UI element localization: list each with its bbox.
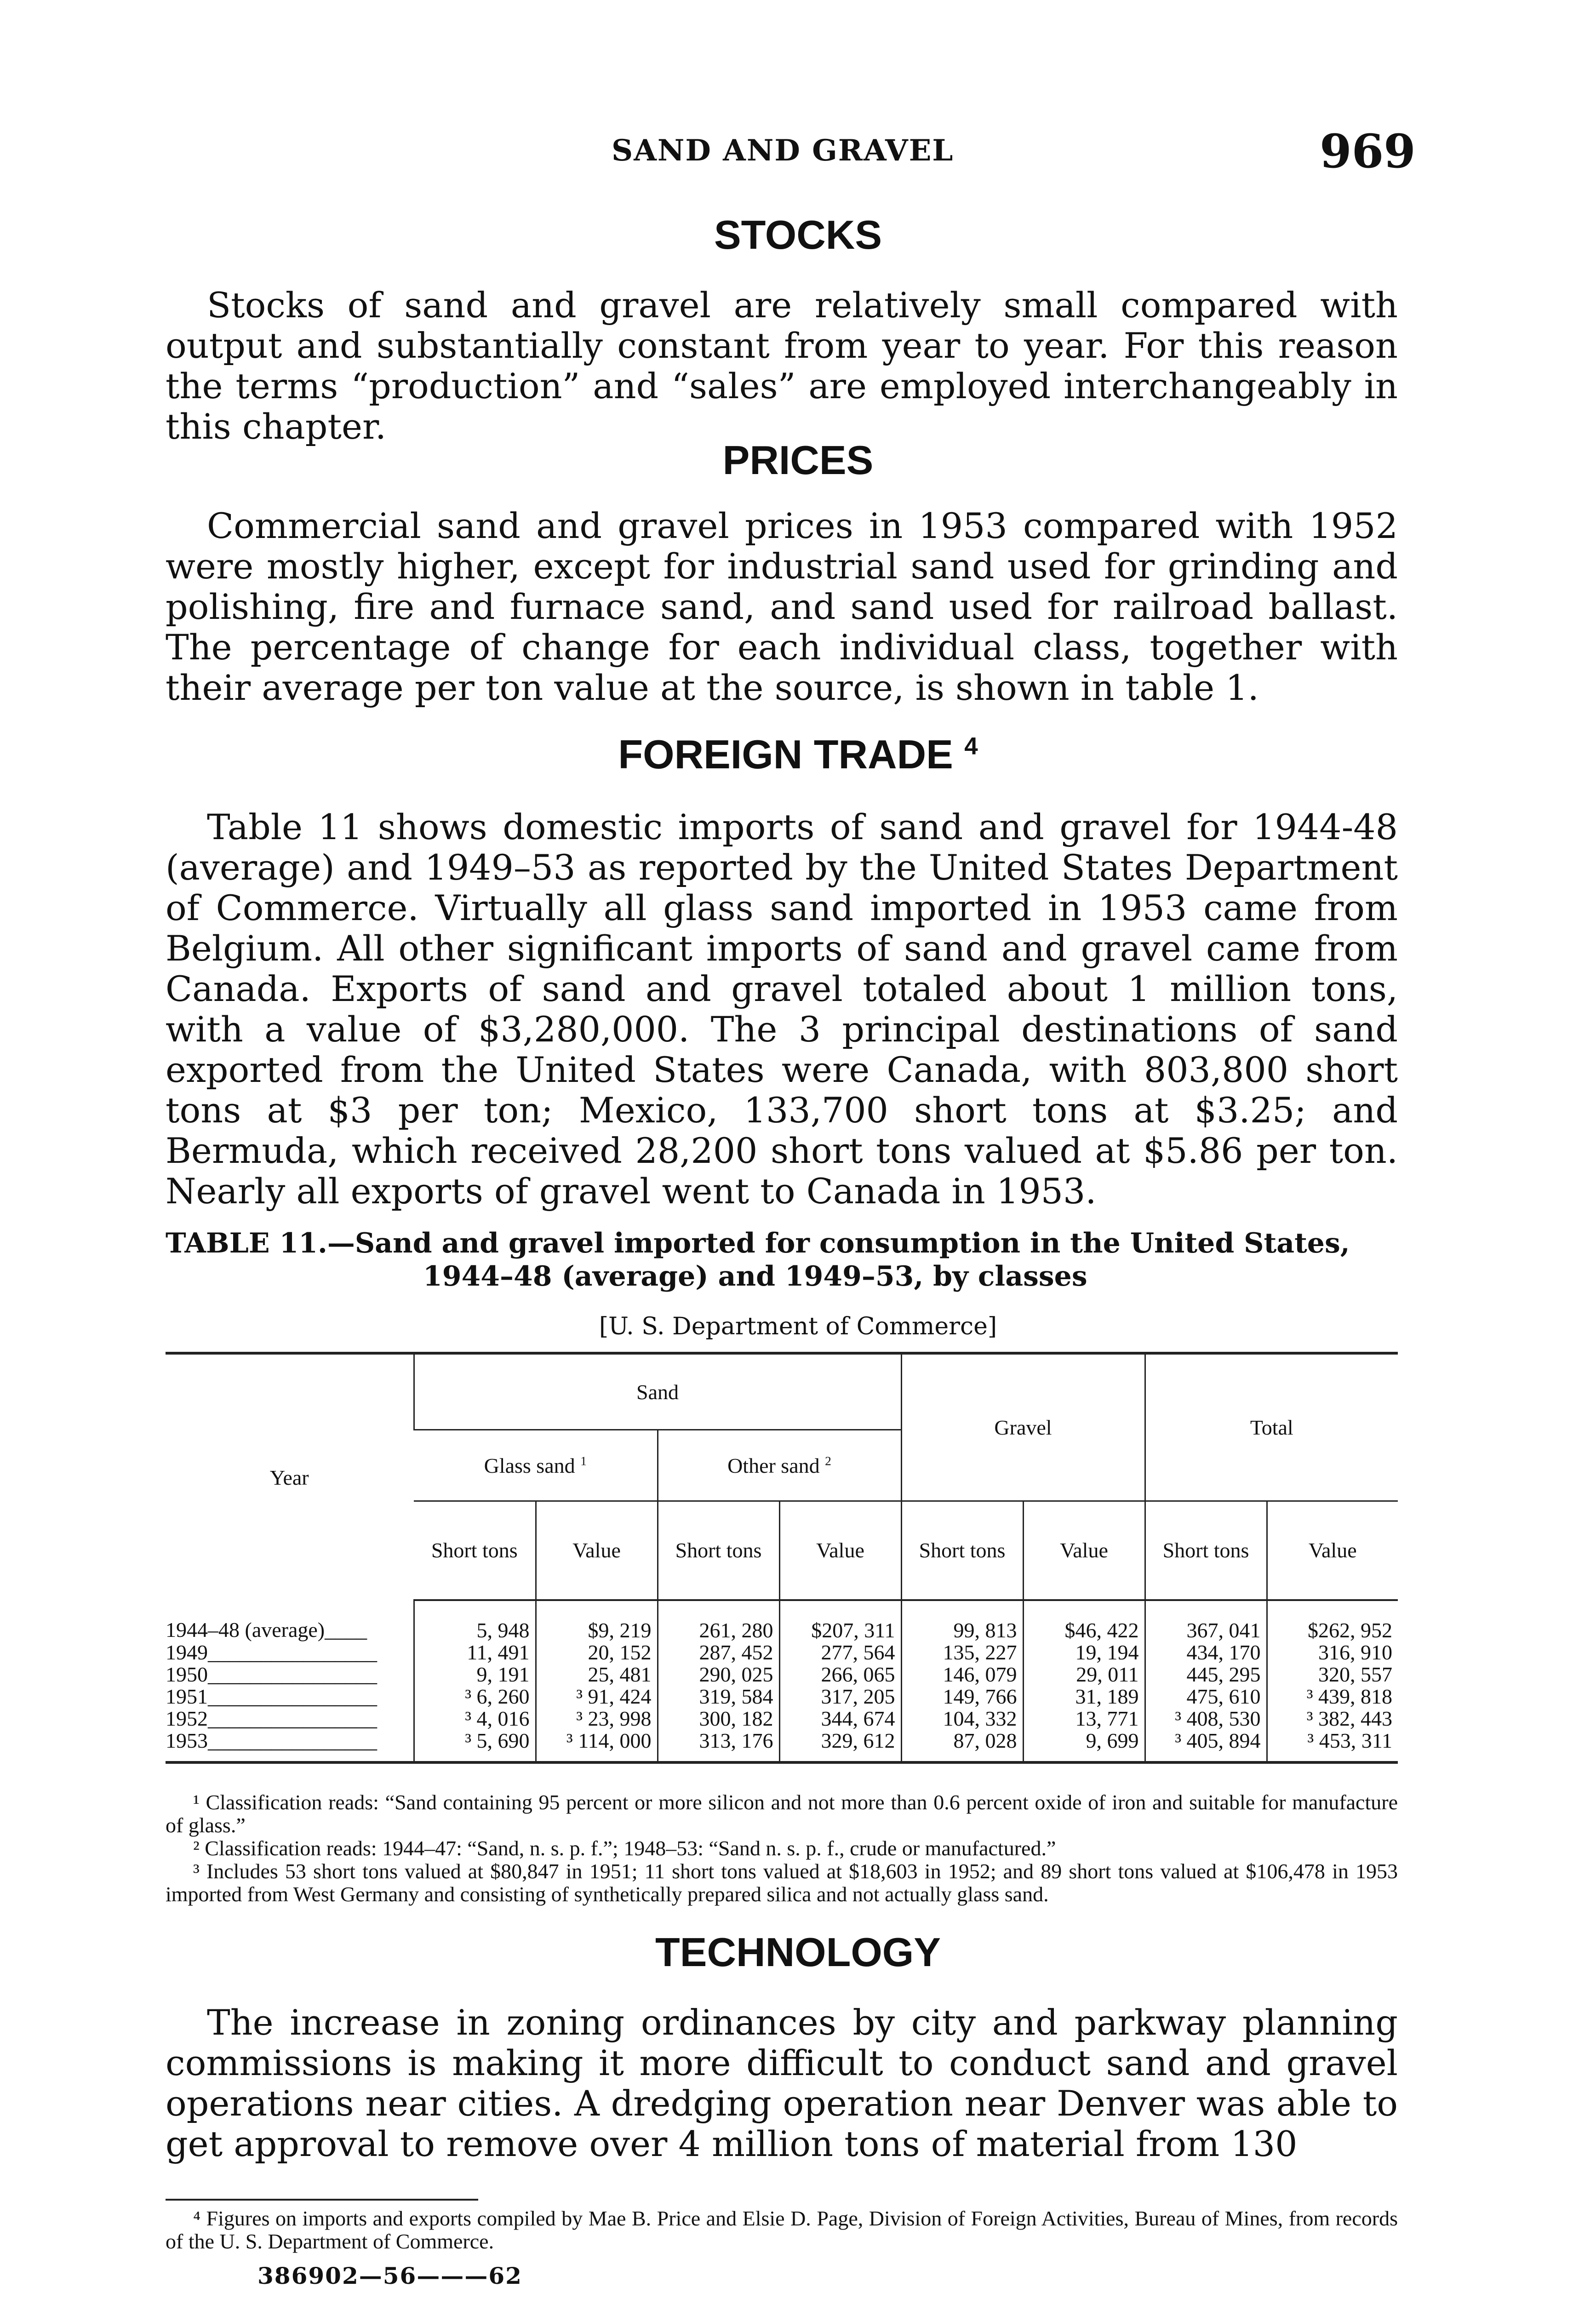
footnote-ref-4: 4 xyxy=(964,732,978,760)
paragraph-technology xyxy=(166,2002,1398,2164)
cell-other-tons: 319, 584 xyxy=(658,1686,779,1708)
table-row xyxy=(166,1641,1398,1664)
paragraph-technology-text: The increase in zoning ordinances by city and parkway planning commissions is making it more difficult to conduct sand and gravel operations near cities. A dredging operation near Denver was able to get approval to remove over 4 million tons of material from 130 xyxy=(166,2002,1398,2164)
section-heading-foreign-trade xyxy=(0,731,1596,778)
cell-gravel-value: 29, 011 xyxy=(1023,1664,1145,1686)
header-short-tons: Short tons xyxy=(414,1501,536,1601)
cell-total-value: 320, 557 xyxy=(1267,1664,1398,1686)
cell-glass-value: ³ 23, 998 xyxy=(536,1708,658,1730)
cell-gravel-tons: 104, 332 xyxy=(901,1708,1023,1730)
header-total: Total xyxy=(1145,1353,1398,1501)
cell-year: 1949________________ xyxy=(166,1641,377,1664)
cell-glass-tons: ³ 6, 260 xyxy=(414,1686,536,1708)
cell-year: 1952________________ xyxy=(166,1707,377,1730)
table-caption-line2: 1944–48 (average) and 1949–53, by classes xyxy=(423,1260,1087,1292)
cell-glass-value: 20, 152 xyxy=(536,1641,658,1664)
running-head: SAND AND GRAVEL xyxy=(612,133,954,168)
cell-other-tons: 300, 182 xyxy=(658,1708,779,1730)
table-row xyxy=(166,1708,1398,1730)
table-note-2: ² Classification reads: 1944–47: “Sand, n. s. p. f.”; 1948–53: “Sand n. s. p. f., crude or manufactured.” xyxy=(193,1836,1056,1860)
table-notes xyxy=(166,1791,1398,1906)
table-note-3: ³ Includes 53 short tons valued at $80,847 in 1951; 11 short tons valued at $18,603 in 1952; and 89 short tons valued at $106,478 in 1953 imported from West Germany and consisting of synthetically prepared silica and not actually glass sand. xyxy=(166,1859,1398,1906)
table-body xyxy=(166,1600,1398,1762)
table-row xyxy=(166,1686,1398,1708)
header-value: Value xyxy=(536,1501,658,1601)
paragraph-prices-text: Commercial sand and gravel prices in 1953 compared with 1952 were mostly higher, except for industrial sand used for grinding and polishing, fire and furnace sand, and sand used for railroad ballast. The percentage of change for each individual class, together with their average per ton value at the source, is shown in table 1. xyxy=(166,505,1398,708)
cell-other-value: 344, 674 xyxy=(779,1708,901,1730)
paragraph-stocks-text: Stocks of sand and gravel are relatively small compared with output and substantially constant from year to year. For this reason the terms “production” and “sales” are employed interchangeably in this chapter. xyxy=(166,285,1398,447)
table-caption-label: TABLE 11. xyxy=(166,1227,327,1259)
header-value: Value xyxy=(779,1501,901,1601)
cell-gravel-tons: 99, 813 xyxy=(901,1600,1023,1641)
cell-other-value: 329, 612 xyxy=(779,1730,901,1762)
cell-gravel-value: 13, 771 xyxy=(1023,1708,1145,1730)
foreign-trade-title: FOREIGN TRADE xyxy=(618,732,953,777)
header-other-sand xyxy=(658,1430,901,1501)
header-glass-sand xyxy=(414,1430,658,1501)
header-other-sand-label: Other sand xyxy=(727,1453,820,1477)
page-number: 969 xyxy=(1320,124,1416,178)
header-gravel: Gravel xyxy=(901,1353,1145,1501)
footnote-rule xyxy=(166,2199,478,2201)
cell-total-tons: 475, 610 xyxy=(1145,1686,1267,1708)
footnote-4: ⁴ Figures on imports and exports compiled by Mae B. Price and Elsie D. Page, Division of Foreign Activities, Bureau of Mines, from records of the U. S. Department of Commerce. xyxy=(166,2207,1398,2253)
cell-glass-value: ³ 114, 000 xyxy=(536,1730,658,1762)
cell-other-value: $207, 311 xyxy=(779,1600,901,1641)
cell-total-tons: 367, 041 xyxy=(1145,1600,1267,1641)
table-row xyxy=(166,1600,1398,1641)
cell-total-value: $262, 952 xyxy=(1267,1600,1398,1641)
table-caption-line1: —Sand and gravel imported for consumption in the United States, xyxy=(327,1227,1350,1259)
cell-gravel-value: 19, 194 xyxy=(1023,1641,1145,1664)
cell-glass-tons: 9, 191 xyxy=(414,1664,536,1686)
cell-other-value: 266, 065 xyxy=(779,1664,901,1686)
cell-glass-tons: 11, 491 xyxy=(414,1641,536,1664)
cell-other-tons: 313, 176 xyxy=(658,1730,779,1762)
cell-total-value: ³ 382, 443 xyxy=(1267,1708,1398,1730)
paragraph-stocks xyxy=(166,285,1398,447)
cell-gravel-tons: 135, 227 xyxy=(901,1641,1023,1664)
cell-total-tons: 434, 170 xyxy=(1145,1641,1267,1664)
table-caption xyxy=(166,1227,1398,1293)
cell-other-value: 317, 205 xyxy=(779,1686,901,1708)
cell-total-tons: ³ 408, 530 xyxy=(1145,1708,1267,1730)
section-heading-stocks: STOCKS xyxy=(714,212,882,257)
header-short-tons: Short tons xyxy=(901,1501,1023,1601)
header-glass-sand-label: Glass sand xyxy=(484,1453,575,1477)
header-short-tons: Short tons xyxy=(658,1501,779,1601)
cell-year: 1950________________ xyxy=(166,1663,377,1686)
cell-year: 1951________________ xyxy=(166,1685,377,1708)
cell-glass-tons: ³ 4, 016 xyxy=(414,1708,536,1730)
cell-other-tons: 287, 452 xyxy=(658,1641,779,1664)
cell-total-tons: 445, 295 xyxy=(1145,1664,1267,1686)
cell-glass-value: $9, 219 xyxy=(536,1600,658,1641)
paragraph-foreign-trade-text: Table 11 shows domestic imports of sand and gravel for 1944-48 (average) and 1949–53 as reported by the United States Department of Commerce. Virtually all glass sand imported in 1953 came from Belgium. All other significant imports of sand and gravel came from Canada. Exports of sand and gravel totaled about 1 million tons, with a value of $3,280,000. The 3 principal destinations of sand exported from the United States were Canada, with 803,800 short tons at $3 per ton; Mexico, 133,700 short tons at $3.25; and Bermuda, which received 28,200 short tons valued at $5.86 per ton. Nearly all exports of gravel went to Canada in 1953. xyxy=(166,806,1398,1212)
header-short-tons: Short tons xyxy=(1145,1501,1267,1601)
cell-total-value: 316, 910 xyxy=(1267,1641,1398,1664)
header-sand: Sand xyxy=(414,1353,901,1430)
cell-gravel-tons: 87, 028 xyxy=(901,1730,1023,1762)
table-source: [U. S. Department of Commerce] xyxy=(599,1313,997,1340)
cell-glass-tons: 5, 948 xyxy=(414,1600,536,1641)
cell-gravel-value: 31, 189 xyxy=(1023,1686,1145,1708)
header-other-sand-note: 2 xyxy=(825,1453,831,1468)
footnote xyxy=(166,2207,1398,2253)
cell-gravel-value: 9, 699 xyxy=(1023,1730,1145,1762)
header-value: Value xyxy=(1023,1501,1145,1601)
cell-gravel-value: $46, 422 xyxy=(1023,1600,1145,1641)
header-value: Value xyxy=(1267,1501,1398,1601)
print-code: 386902—56———62 xyxy=(257,2262,522,2289)
table-row xyxy=(166,1730,1398,1762)
cell-other-value: 277, 564 xyxy=(779,1641,901,1664)
cell-total-value: ³ 439, 818 xyxy=(1267,1686,1398,1708)
section-heading-prices: PRICES xyxy=(722,437,874,483)
cell-other-tons: 261, 280 xyxy=(658,1600,779,1641)
header-glass-sand-note: 1 xyxy=(580,1453,587,1468)
section-heading-technology: TECHNOLOGY xyxy=(655,1929,941,1975)
paragraph-foreign-trade xyxy=(166,807,1398,1212)
cell-glass-value: 25, 481 xyxy=(536,1664,658,1686)
imports-table xyxy=(166,1352,1398,1764)
paragraph-prices xyxy=(166,506,1398,708)
table-note-1: ¹ Classification reads: “Sand containing 95 percent or more silicon and not more than 0.6 percent oxide of iron and suitable for manufacture of glass.” xyxy=(166,1790,1398,1837)
cell-year: 1953________________ xyxy=(166,1730,414,1762)
cell-year: 1944–48 (average)____ xyxy=(166,1618,367,1641)
header-year: Year xyxy=(166,1353,414,1600)
cell-glass-tons: ³ 5, 690 xyxy=(414,1730,536,1762)
cell-total-tons: ³ 405, 894 xyxy=(1145,1730,1267,1762)
cell-total-value: ³ 453, 311 xyxy=(1267,1730,1398,1762)
cell-other-tons: 290, 025 xyxy=(658,1664,779,1686)
cell-gravel-tons: 149, 766 xyxy=(901,1686,1023,1708)
table-row xyxy=(166,1664,1398,1686)
cell-glass-value: ³ 91, 424 xyxy=(536,1686,658,1708)
cell-gravel-tons: 146, 079 xyxy=(901,1664,1023,1686)
